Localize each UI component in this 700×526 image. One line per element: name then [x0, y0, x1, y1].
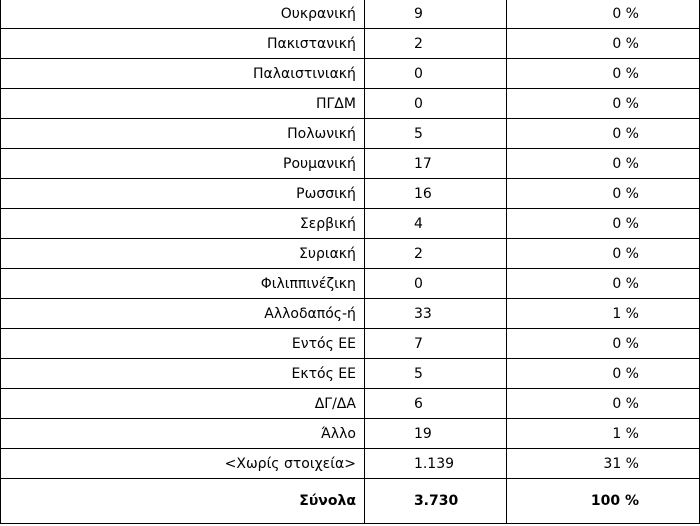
percent-cell: 0 % — [507, 119, 700, 149]
count-cell: 4 — [364, 209, 506, 239]
label-cell: Ρωσσική — [1, 179, 365, 209]
count-cell: 33 — [364, 299, 506, 329]
label-cell: Φιλιππινέζικη — [1, 269, 365, 299]
table-row — [1, 359, 700, 389]
count-cell: 16 — [364, 179, 506, 209]
count-cell: 17 — [364, 149, 506, 179]
table-row — [1, 29, 700, 59]
table-row — [1, 209, 700, 239]
count-cell: 19 — [364, 419, 506, 449]
label-cell: Συριακή — [1, 239, 365, 269]
label-cell: ΔΓ/ΔΑ — [1, 389, 365, 419]
count-cell: 0 — [364, 269, 506, 299]
totals-row — [1, 479, 700, 524]
label-cell: Αλλοδαπός-ή — [1, 299, 365, 329]
label-cell: Σερβική — [1, 209, 365, 239]
table-row — [1, 89, 700, 119]
label-cell: Εντός ΕΕ — [1, 329, 365, 359]
label-cell: Πακιστανική — [1, 29, 365, 59]
label-cell: Πολωνική — [1, 119, 365, 149]
percent-cell: 0 % — [507, 29, 700, 59]
table-row — [1, 59, 700, 89]
percent-cell: 100 % — [507, 479, 700, 524]
percent-cell: 0 % — [507, 329, 700, 359]
table-row — [1, 0, 700, 29]
percent-cell: 1 % — [507, 419, 700, 449]
table-row — [1, 449, 700, 479]
percent-cell: 0 % — [507, 59, 700, 89]
count-cell: 0 — [364, 89, 506, 119]
label-cell: Ουκρανική — [1, 0, 365, 29]
percent-cell: 1 % — [507, 299, 700, 329]
label-cell: ΠΓΔΜ — [1, 89, 365, 119]
count-cell: 7 — [364, 329, 506, 359]
percent-cell: 0 % — [507, 149, 700, 179]
count-cell: 2 — [364, 239, 506, 269]
count-cell: 1.139 — [364, 449, 506, 479]
percent-cell: 0 % — [507, 269, 700, 299]
table-row — [1, 419, 700, 449]
label-cell: Παλαιστινιακή — [1, 59, 365, 89]
percent-cell: 31 % — [507, 449, 700, 479]
percent-cell: 0 % — [507, 389, 700, 419]
percent-cell: 0 % — [507, 239, 700, 269]
label-cell: <Χωρίς στοιχεία> — [1, 449, 365, 479]
table-row — [1, 119, 700, 149]
label-cell: Σύνολα — [1, 479, 365, 524]
percent-cell: 0 % — [507, 179, 700, 209]
count-cell: 5 — [364, 119, 506, 149]
table-row — [1, 329, 700, 359]
label-cell: Εκτός ΕΕ — [1, 359, 365, 389]
table-row — [1, 299, 700, 329]
table-row — [1, 239, 700, 269]
table-row — [1, 269, 700, 299]
count-cell: 3.730 — [364, 479, 506, 524]
count-cell: 6 — [364, 389, 506, 419]
table-body — [1, 0, 700, 524]
table-row — [1, 179, 700, 209]
percent-cell: 0 % — [507, 209, 700, 239]
percent-cell: 0 % — [507, 89, 700, 119]
percent-cell: 0 % — [507, 359, 700, 389]
count-cell: 5 — [364, 359, 506, 389]
table-row — [1, 389, 700, 419]
label-cell: Ρουμανική — [1, 149, 365, 179]
count-cell: 9 — [364, 0, 506, 29]
label-cell: Άλλο — [1, 419, 365, 449]
percent-cell: 0 % — [507, 0, 700, 29]
count-cell: 0 — [364, 59, 506, 89]
count-cell: 2 — [364, 29, 506, 59]
table-row — [1, 149, 700, 179]
